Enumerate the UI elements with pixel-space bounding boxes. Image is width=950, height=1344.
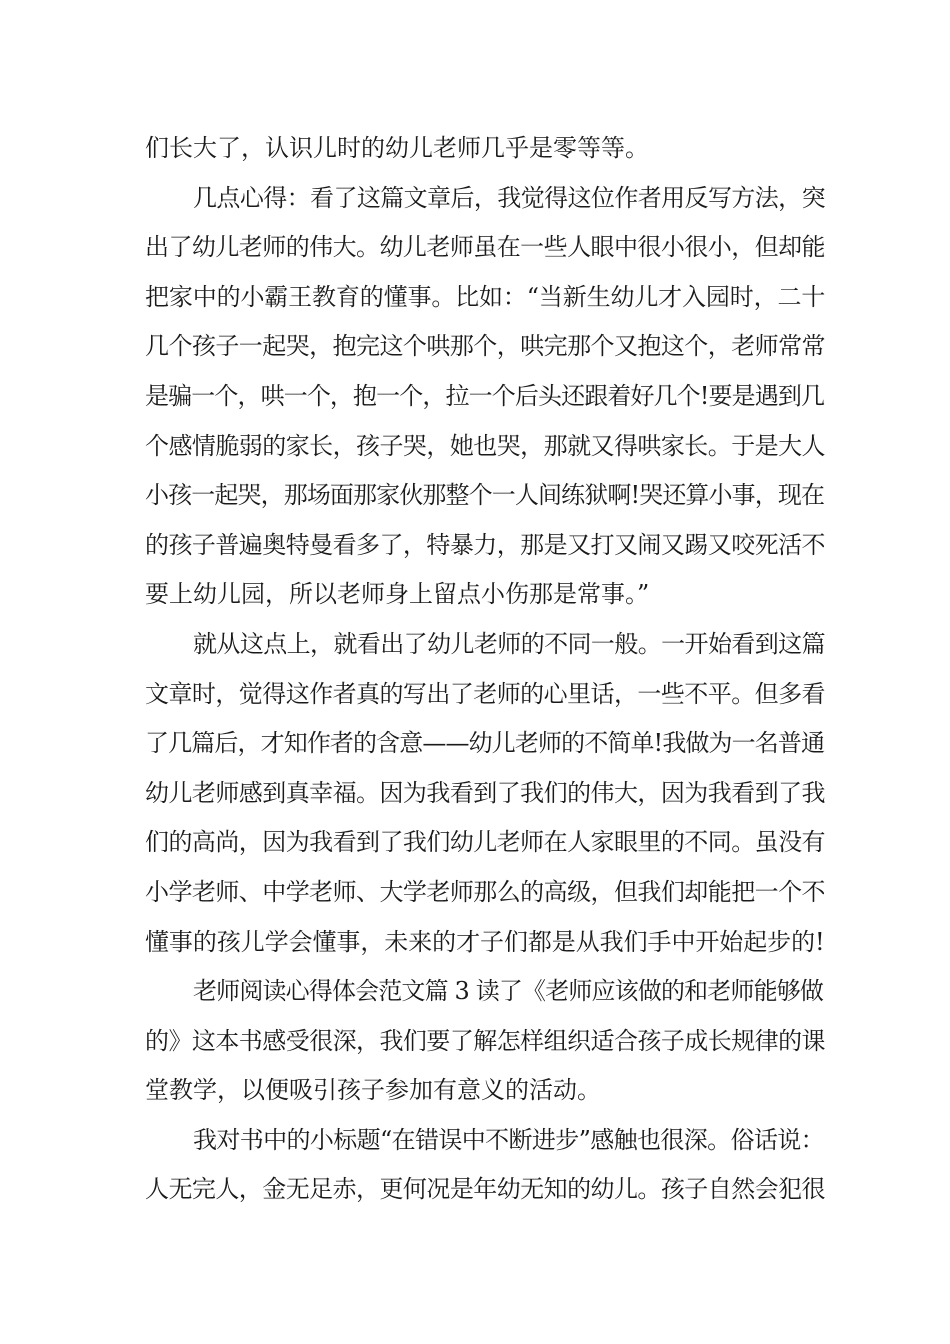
text-line: 文章时，觉得这作者真的写出了老师的心里话，一些不平。但多看 — [145, 679, 825, 708]
text-line: 是骗一个，哄一个，抱一个，拉一个后头还跟着好几个!要是遇到几 — [145, 381, 825, 410]
text-line: 老师阅读心得体会范文篇 3 读了《老师应该做的和老师能够做 — [193, 977, 824, 1006]
text-line: 们的高尚，因为我看到了我们幼儿老师在人家眼里的不同。虽没有 — [145, 828, 825, 857]
text-line: 堂教学，以便吸引孩子参加有意义的活动。 — [145, 1076, 601, 1105]
text-line: 们长大了，认识儿时的幼儿老师几乎是零等等。 — [145, 134, 649, 162]
text-line: 把家中的小霸王教育的懂事。比如：“当新生幼儿才入园时，二十 — [145, 282, 826, 311]
text-line: 出了幼儿老师的伟大。幼儿老师虽在一些人眼中很小很小，但却能 — [145, 233, 825, 262]
text-line: 小学老师、中学老师、大学老师那么的高级，但我们却能把一个不 — [145, 877, 825, 906]
text-line: 要上幼儿园，所以老师身上留点小伤那是常事。” — [145, 580, 650, 609]
text-line: 的孩子普遍奥特曼看多了，特暴力，那是又打又闹又踢又咬死活不 — [145, 530, 825, 559]
text-line: 几个孩子一起哭，抱完这个哄那个，哄完那个又抱这个，老师常常 — [145, 332, 825, 361]
text-line: 人无完人，金无足赤，更何况是年幼无知的幼儿。孩子自然会犯很 — [145, 1175, 825, 1204]
text-line: 就从这点上，就看出了幼儿老师的不同一般。一开始看到这篇 — [193, 629, 825, 658]
text-line: 幼儿老师感到真幸福。因为我看到了我们的伟大，因为我看到了我 — [145, 778, 825, 807]
text-line: 懂事的孩儿学会懂事，未来的才子们都是从我们手中开始起步的! — [145, 927, 825, 956]
text-line: 了几篇后，才知作者的含意——幼儿老师的不简单!我做为一名普通 — [145, 729, 825, 758]
text-line: 的》这本书感受很深，我们要了解怎样组织适合孩子成长规律的课 — [145, 1026, 825, 1055]
text-line: 小孩一起哭，那场面那家伙那整个一人间练狱啊!哭还算小事，现在 — [145, 481, 825, 510]
text-line: 几点心得：看了这篇文章后，我觉得这位作者用反写方法，突 — [193, 183, 825, 212]
text-line: 我对书中的小标题“在错误中不断进步”感触也很深。俗话说： — [193, 1125, 824, 1154]
document-body — [145, 124, 825, 1215]
text-line: 个感情脆弱的家长，孩子哭，她也哭，那就又得哄家长。于是大人 — [145, 431, 825, 460]
